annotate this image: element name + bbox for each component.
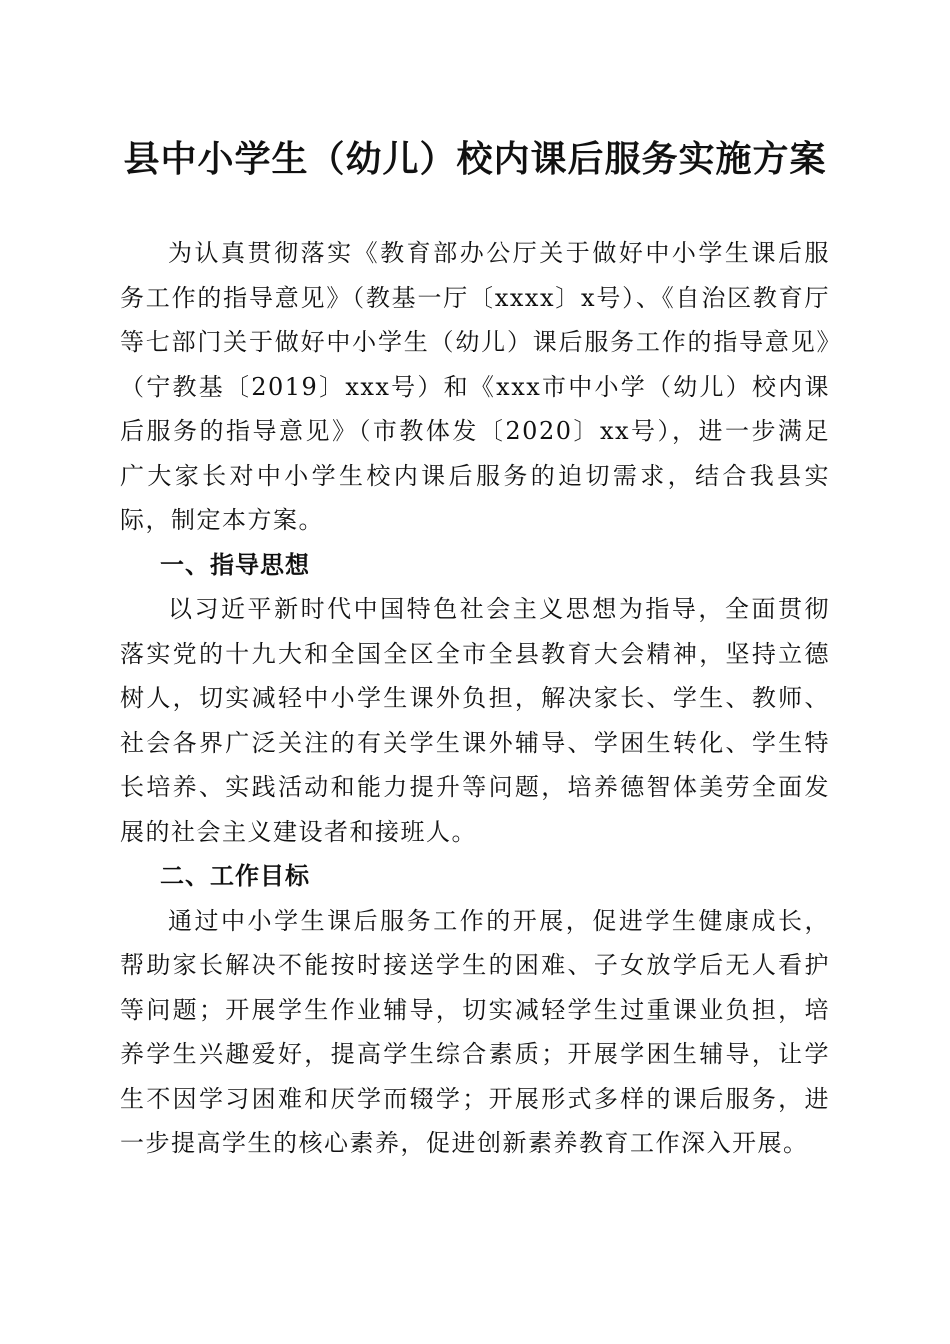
intro-paragraph: 为认真贯彻落实《教育部办公厅关于做好中小学生课后服务工作的指导意见》（教基一厅〔xxxx〕x号）、《自治区教育厅等七部门关于做好中小学生（幼儿）课后服务工作的指导意见》（宁教基〔2019〕xxx号）和《xxx市中小学（幼儿）校内课后服务的指导意见》（市教体发〔2020〕xx号），进一步满足广大家长对中小学生校内课后服务的迫切需求，结合我县实际，制定本方案。	[120, 239, 830, 534]
section-heading-work-goals: 二、工作目标	[160, 862, 310, 890]
section-body-guiding-ideology: 以习近平新时代中国特色社会主义思想为指导，全面贯彻落实党的十九大和全国全区全市全县教育大会精神，坚持立德树人，切实减轻中小学生课外负担，解决家长、学生、教师、社会各界广泛关注的有关学生课外辅导、学困生转化、学生特长培养、实践活动和能力提升等问题，培养德智体美劳全面发展的社会主义建设者和接班人。	[120, 595, 830, 846]
document-body	[120, 231, 830, 1166]
document-title: 县中小学生（幼儿）校内课后服务实施方案	[123, 139, 827, 180]
section-heading-guiding-ideology: 一、指导思想	[160, 550, 310, 579]
section-body-work-goals: 通过中小学生课后服务工作的开展，促进学生健康成长，帮助家长解决不能按时接送学生的困难、子女放学后无人看护等问题；开展学生作业辅导，切实减轻学生过重课业负担，培养学生兴趣爱好，提高学生综合素质；开展学困生辅导，让学生不因学习困难和厌学而辍学；开展形式多样的课后服务，进一步提高学生的核心素养，促进创新素养教育工作深入开展。	[120, 906, 830, 1157]
